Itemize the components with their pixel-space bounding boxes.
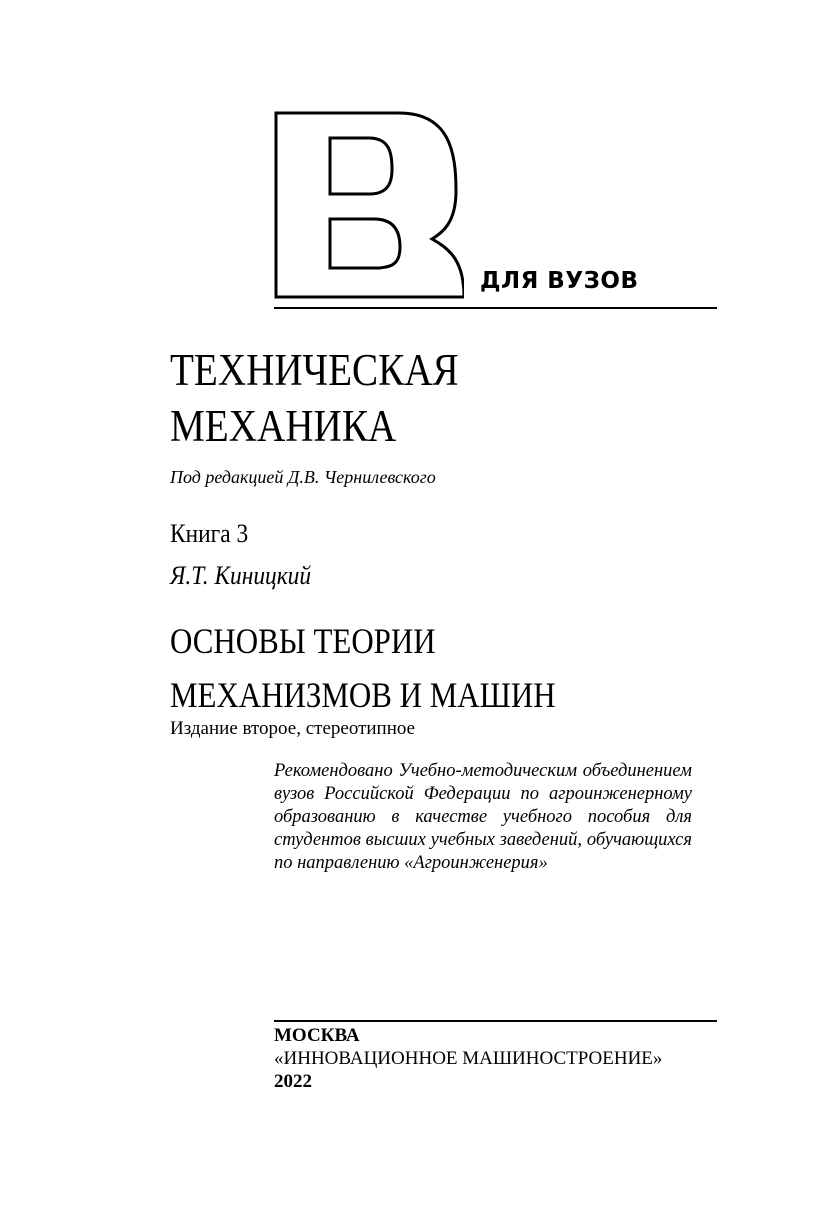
recommendation-text: Рекомендовано Учебно-методическим объединением вузов Российской Федерации по агроинженерному образованию в качестве учебного пособия для студентов высших учебных заведений, обучающихся по направлению «Агроинженерия» (274, 761, 692, 873)
book-number: Книга 3 (170, 519, 249, 548)
series-label: ДЛЯ ВУЗОВ (480, 268, 639, 294)
imprint-year: 2022 (274, 1071, 312, 1092)
author-name: Я.Т. Киницкий (170, 561, 312, 590)
letter-v-logo-icon (274, 111, 464, 299)
editor-credit: Под редакцией Д.В. Чернилевского (170, 467, 436, 487)
book-subtitle (170, 614, 556, 722)
imprint-block (274, 1024, 662, 1093)
imprint-city: МОСКВА (274, 1025, 360, 1046)
imprint-publisher: «ИННОВАЦИОННОЕ МАШИНОСТРОЕНИЕ» (274, 1048, 663, 1069)
book-subtitle-line-1: ОСНОВЫ ТЕОРИИ (170, 621, 436, 661)
imprint-divider (274, 1020, 717, 1022)
edition-note: Издание второе, стереотипное (170, 718, 416, 739)
header-divider (274, 307, 717, 309)
book-title-line-2: МЕХАНИКА (170, 401, 397, 451)
book-title (170, 342, 459, 454)
book-subtitle-line-2: МЕХАНИЗМОВ И МАШИН (170, 675, 556, 715)
book-title-line-1: ТЕХНИЧЕСКАЯ (170, 345, 459, 395)
